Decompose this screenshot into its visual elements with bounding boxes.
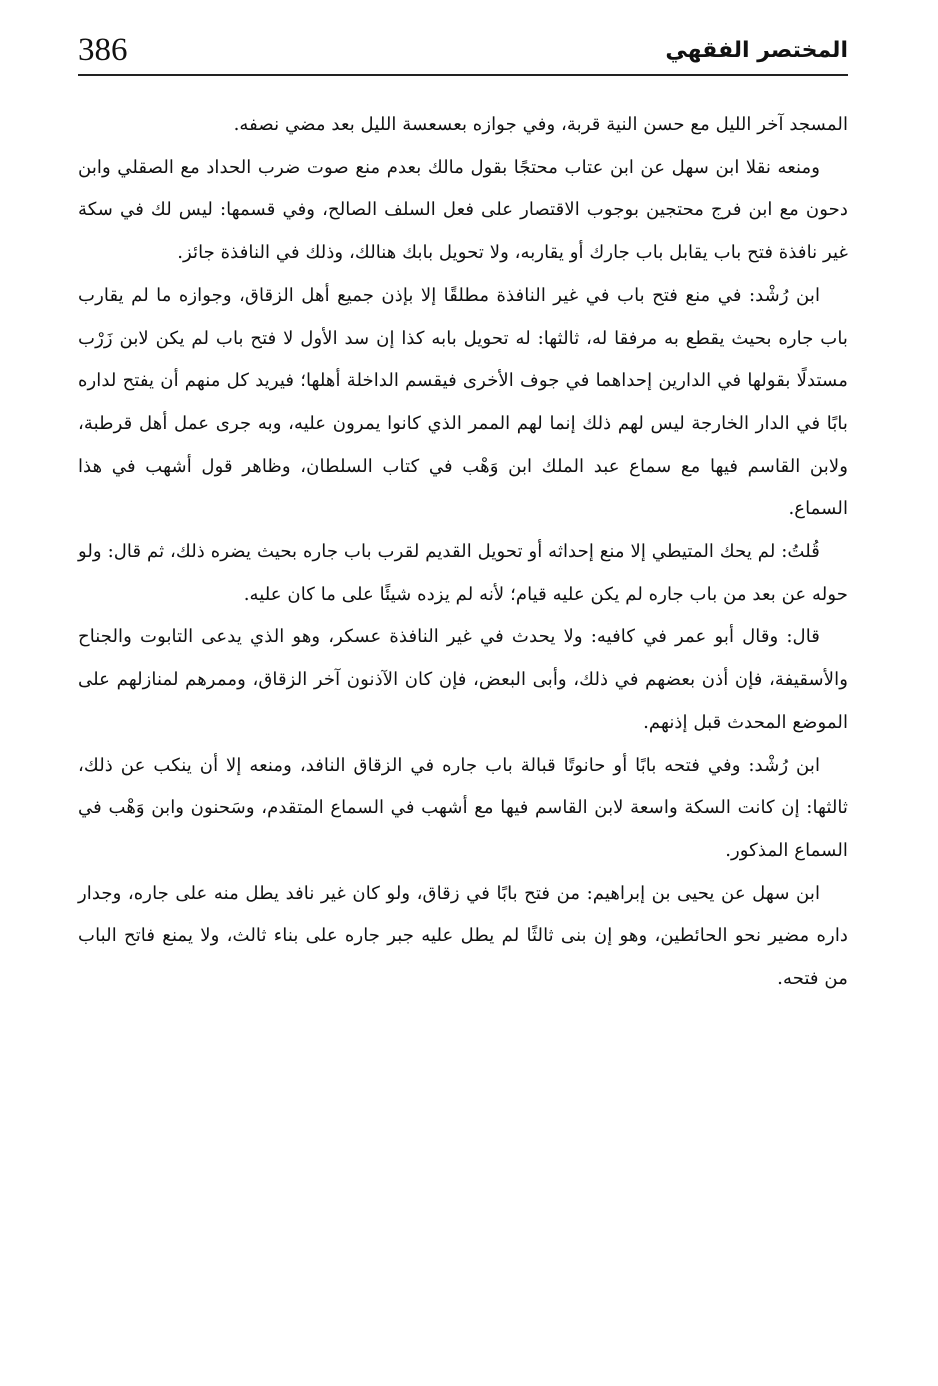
paragraph: ابن رُشْد: وفي فتحه بابًا أو حانوتًا قبالة باب جاره في الزقاق النافد، ومنعه إلا أن ينكب عن ذلك، ثالثها: إن كانت السكة واسعة لابن القاسم فيها مع أشهب في السماع المتقدم، وسَحنون وابن وَهْب في السماع المذكور. [78, 754, 848, 861]
paragraph: ابن رُشْد: في منع فتح باب في غير النافذة مطلقًا إلا بإذن جميع أهل الزقاق، وجوازه ما لم يقارب باب جاره بحيث يقطع به مرفقا له، ثالثها: له تحويل بابه كذا إن سد الأول لا فتح باب لم يكن لابن زَرْب مستدلًا بقولها في الدارين إحداهما في جوف الأخرى فيقسم الداخلة أهلها؛ فيريد كل منهم أن يفتح لداره بابًا في الدار الخارجة ليس لهم ذلك إنما لهم الممر الذي كانوا يمرون عليه، وبه جرى عمل أهل قرطبة، ولابن القاسم فيها مع سماع عبد الملك ابن وَهْب في كتاب السلطان، وظاهر قول أشهب في هذا السماع. [78, 284, 848, 520]
paragraph: قال: وقال أبو عمر في كافيه: ولا يحدث في غير النافذة عسكر، وهو الذي يدعى التابوت والجناح والأسقيفة، فإن أذن بعضهم في ذلك، وأبى البعض، فإن كان الآذنون آخر الزقاق، وممرهم لمنازلهم على الموضع المحدث قبل إذنهم. [78, 626, 848, 733]
paragraph: ومنعه نقلا ابن سهل عن ابن عتاب محتجًا بقول مالك بعدم منع صوت ضرب الحداد مع الصقلي وابن دحون مع ابن فرج محتجين بوجوب الاقتصار على فعل السلف الصالح، وفي قسمها: ليس لك في سكة غير نافذة فتح باب يقابل باب جارك أو يقاربه، ولا تحويل بابك هنالك، وذلك في النافذة جائز. [78, 156, 848, 264]
paragraph: قُلتُ: لم يحك المتيطي إلا منع إحداثه أو تحويل القديم لقرب باب جاره بحيث يضره ذلك، ثم قال: ولو حوله عن بعد من باب جاره لم يكن عليه قيام؛ لأنه لم يزده شيئًا على ما كان عليه. [78, 541, 848, 605]
page-number: 386 [78, 32, 128, 68]
book-title: المختصر الفقهي [665, 38, 848, 63]
paragraph: ابن سهل عن يحيى بن إبراهيم: من فتح بابًا في زقاق، ولو كان غير نافد يطل منه على جاره، وجدار داره مضير نحو الحائطين، وهو إن بنى ثالثًا لم يطل عليه جبر جاره على بناء ثالث، ولا يمنع فاتح الباب من فتحه. [78, 882, 848, 990]
running-header [78, 26, 848, 76]
paragraph-continuation: المسجد آخر الليل مع حسن النية قربة، وفي جوازه بعسعسة الليل بعد مضي نصفه. [233, 114, 848, 135]
header-rule [78, 74, 848, 76]
body-text [78, 104, 848, 1334]
